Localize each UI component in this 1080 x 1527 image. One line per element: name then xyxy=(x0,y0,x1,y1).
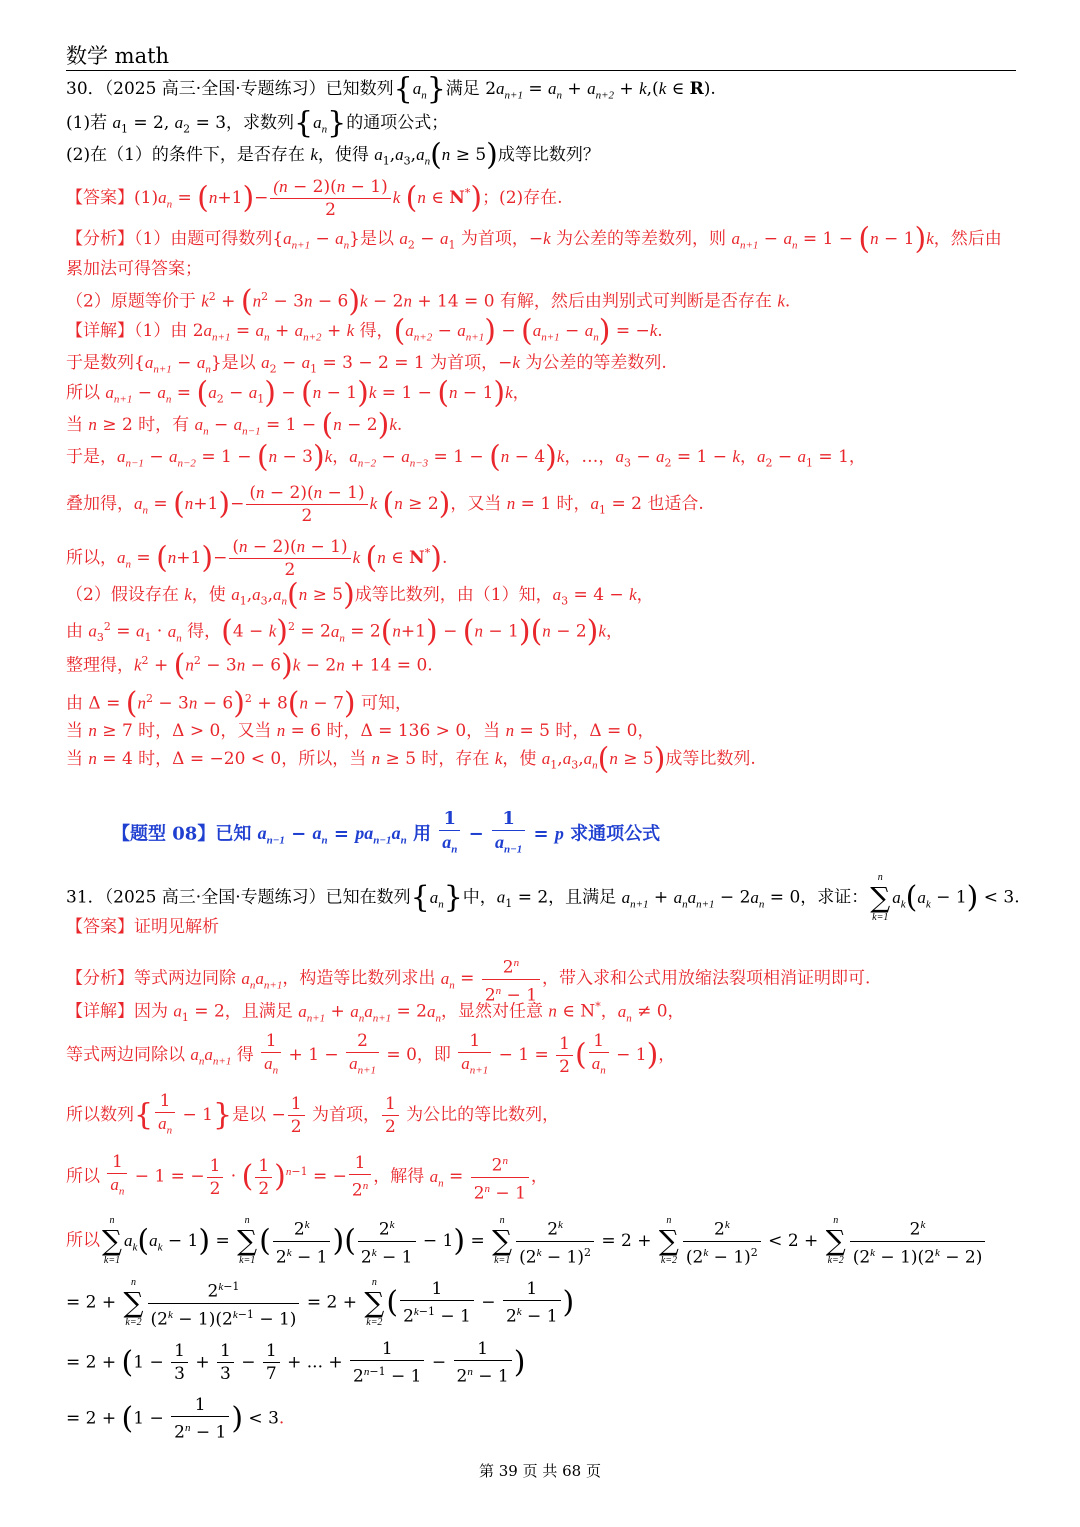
q30-detail-3: 所以 $a_{n+1} - a_n = (a_2 - a_1) - (n - 1)k = 1 - (n - 1)k$， xyxy=(66,375,530,411)
q30-detail-5: 于是，$a_{n-1} - a_{n-2} = 1 - (n - 3)k$，$a_{n-2} - a_{n-3} = 1 - (n - 4)k$，…，$a_3 - a_2 = 1 - k$，$a_2 - a_1 = 1$， xyxy=(66,439,866,475)
page-footer xyxy=(0,1460,1080,1481)
q30-detail-6: 叠加得，$a_n = (n+1)-$ $\frac{(n - 2)(n - 1)}{2}$ k (n ≥ 2)，又当 n = 1 时，$a_1 = 2$ 也适合. xyxy=(66,483,704,526)
q30-detail-1: 【详解】（1）由 $2a_{n+1} = a_n + a_{n+2} + k$ 得，$(a_{n+2} - a_{n+1}) - (a_{n+1} - a_n) = -k$. xyxy=(66,313,663,349)
header-title: 数学 math xyxy=(66,44,170,68)
q30-analysis-1b: 累加法可得答案； xyxy=(66,259,202,279)
page-number: 第 39 页 共 68 页 xyxy=(478,1462,601,1480)
q30-part1: (1)若 $a_1 = 2$, $a_2 = 3$，求数列$\{a_n\}$的通项公式； xyxy=(66,105,449,141)
q31-detail-3: 所以数列{ $\frac{1}{a_n}$ − 1}是以 − $\frac{1}{2}$ 为首项， $\frac{1}{2}$ 为公比的等比数列， xyxy=(66,1091,560,1138)
q30-detail-9: 由 $a_3^2 = a_1 \cdot a_n$ 得，$(4 - k)^2 = 2a_n = 2(n+1) - (n - 1)(n - 2)k$， xyxy=(66,614,623,650)
q30-stem: 30．（2025 高三·全国·专题练习）已知数列$\{a_n\}$满足 $2a_{n+1} = a_n + a_{n+2} + k,(k$ ∈ R). xyxy=(66,71,716,107)
q30-answer: 【答案】$(1)a_n = (n+1)-$ $\frac{(n - 2)(n - 1)}{2}$ k (n ∈ N*)；(2)存在. xyxy=(66,177,563,220)
header-rule xyxy=(66,70,1016,71)
q31-analysis: 【分析】等式两边同除 $a_na_{n+1}$，构造等比数列求出 $a_n$ = $\frac{2^n}{2^n - 1}$ ，带入求和公式用放缩法裂项相消证明即可. xyxy=(66,952,870,1006)
q30-detail-10: 整理得，$k^2 + (n^2 - 3n - 6)k - 2n + 14 = 0$. xyxy=(66,648,433,684)
q30-detail-4: 当 n ≥ 2 时，有 $a_n - a_{n-1} = 1 - (n - 2)k$. xyxy=(66,407,403,443)
q31-detail-5: 所以 n ∑ k=1 $a_k(a_k - 1)$ = n ∑ k=1 ( $\frac{2^k}{2^k - 1}$ )( $\frac{2^k}{2^k - 1}$ − 1) = n ∑ k=1 $\frac{2^k}{(2^k - 1)^2}$ = 2 + n ∑ k=2 $\frac{2^k}{(2^k - 1)^2}$ < 2 + n ∑ k=2 $\frac{2^k}{(2^k - 1)(2^k - 2)}$ xyxy=(66,1214,987,1268)
q31-detail-1: 【详解】因为 $a_1 = 2$，且满足 $a_{n+1} + a_na_{n+1} = 2a_n$，显然对任意 n ∈ N*，$a_n \ne 0$， xyxy=(66,1000,685,1025)
q30-detail-11: 由 $\Delta = (n^2 - 3n - 6)^2 + 8(n - 7)$ 可知， xyxy=(66,686,413,722)
q30-detail-2: 于是数列$\{a_{n+1} - a_n\}$是以 $a_2 - a_1 = 3 - 2 = 1$ 为首项，−k 为公差的等差数列. xyxy=(66,353,667,376)
q30-detail-8: （2）假设存在 k，使 $a_1,a_3,a_n(n \ge 5)$成等比数列，由（1）知，$a_3 = 4 - k$， xyxy=(66,577,654,613)
q31-detail-8: = 2 + (1 − $\frac{1}{2^n - 1}$ ) < 3. xyxy=(66,1395,285,1443)
q31-detail-7: = 2 + (1 − $\frac{1}{3}$ + $\frac{1}{3}$ − $\frac{1}{7}$ + ... + $\frac{1}{2^{n-1} - 1}$ − $\frac{1}{2^n - 1}$ ) xyxy=(66,1339,526,1387)
q31-answer: 【答案】证明见解析 xyxy=(66,917,219,937)
q31-detail-6: = 2 + n ∑ k=2 $\frac{2^{k-1}}{(2^k - 1)(2^{k-1} - 1)}$ = 2 + n ∑ k=2 ( $\frac{1}{2^{k-1} - 1}$ − $\frac{1}{2^k - 1}$ ) xyxy=(66,1277,575,1330)
q30-part2: (2)在（1）的条件下，是否存在 k，使得 $a_1,a_3,a_n(n \ge 5)$成等比数列？ xyxy=(66,137,600,173)
section-heading-type08: 【题型 08】已知 $a_{n-1} - a_n = pa_{n-1}a_n$ 用 $\frac{1}{a_n}$ − $\frac{1}{a_{n-1}}$ = p 求通项公式 xyxy=(112,808,661,856)
q30-detail-13: 当 n = 4 时，Δ = −20 < 0，所以，当 n ≥ 5 时，存在 k，使 $a_1,a_3,a_n(n \ge 5)$成等比数列. xyxy=(66,741,756,777)
q31-detail-2: 等式两边同除以 $a_na_{n+1}$ 得 $\frac{1}{a_n}$ + 1 − $\frac{2}{a_{n+1}}$ = 0，即 $\frac{1}{a_{n+1}}$ − 1 = $\frac{1}{2}$ ( $\frac{1}{a_n}$ − 1)， xyxy=(66,1031,676,1078)
q30-detail-7: 所以，$a_n = (n+1)-$ $\frac{(n - 2)(n - 1)}{2}$ k (n ∈ N*). xyxy=(66,537,448,580)
q31-stem: 31．（2025 高三·全国·专题练习）已知在数列$\{a_n\}$中，$a_1 = 2$，且满足 $a_{n+1} + a_na_{n+1} - 2a_n = 0$，求证： n ∑ k=1 $a_k(a_k - 1) < 3$. xyxy=(66,872,1020,923)
q30-detail-12: 当 n ≥ 7 时，Δ > 0，又当 n = 6 时，Δ = 136 > 0，当 n = 5 时，Δ = 0， xyxy=(66,721,655,741)
q30-analysis-2: （2）原题等价于 $k^2 + (n^2 - 3n - 6)k - 2n + 14 = 0$ 有解，然后由判别式可判断是否存在 k. xyxy=(66,284,791,320)
q31-detail-4: 所以 $\frac{1}{a_n}$ − 1 = − $\frac{1}{2}$ · ( $\frac{1}{2}$ )$^{n-1}$ = − $\frac{1}{2^n}$ ，解得 $a_n$ = $\frac{2^n}{2^n - 1}$ ， xyxy=(66,1150,548,1204)
q30-analysis-1: 【分析】（1）由题可得数列$\{a_{n+1} - a_n\}$是以 $a_2 - a_1$ 为首项，−k 为公差的等差数列，则 $a_{n+1} - a_n = 1 - (n - 1)k$，然后由 xyxy=(66,221,1002,257)
page-header xyxy=(66,40,169,70)
